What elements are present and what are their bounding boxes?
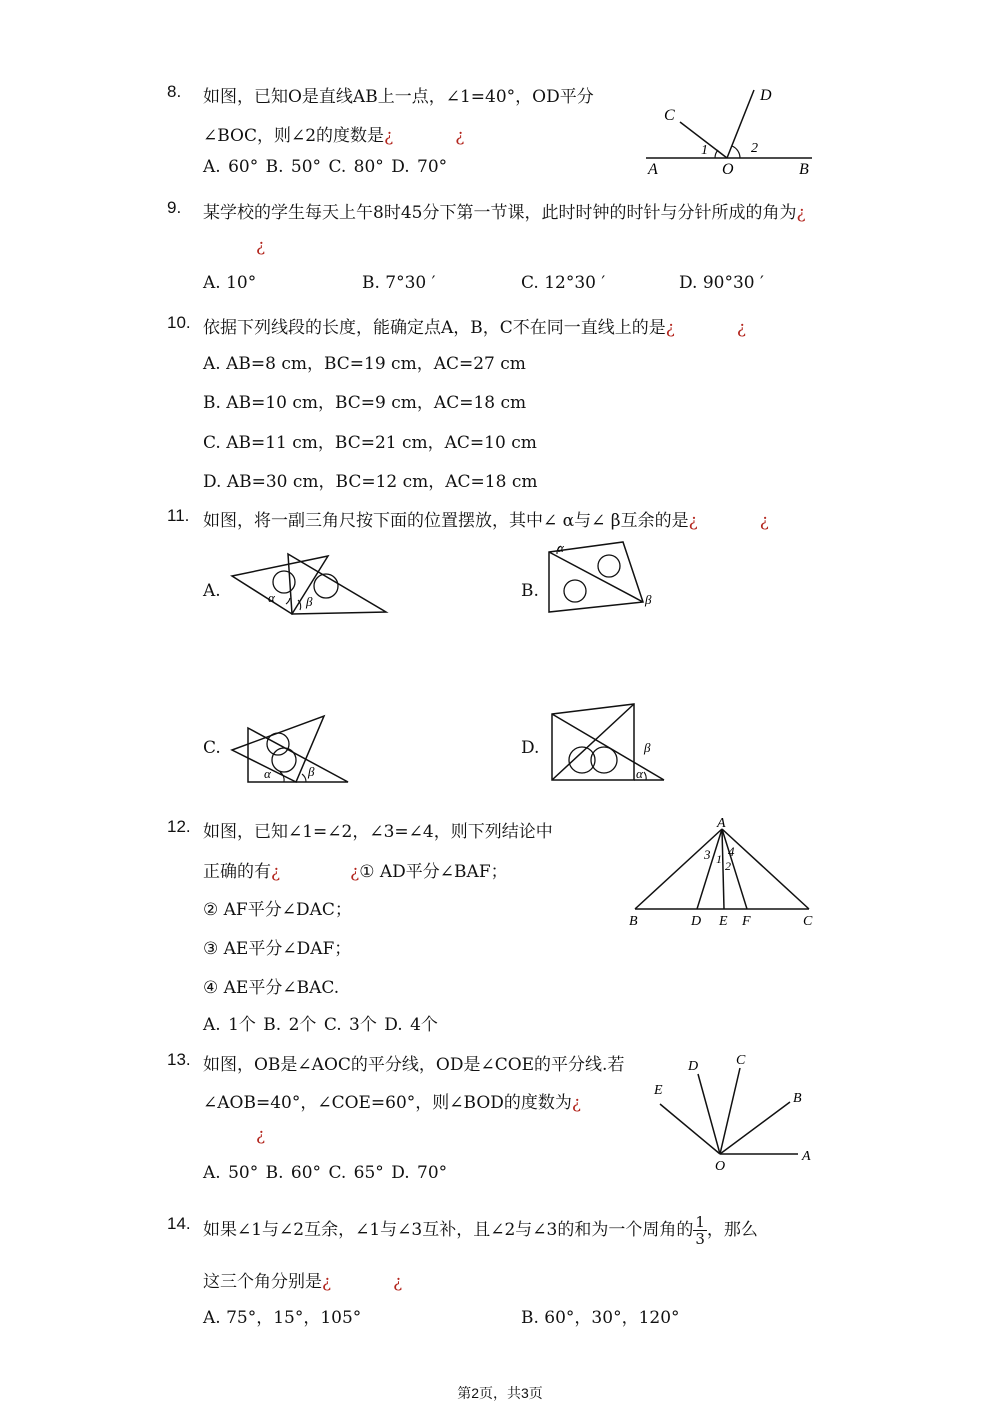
q9-option-d: D. 90°30 ′ (679, 273, 764, 293)
q11d-beta: β (644, 740, 651, 755)
q12-item-4: ④ AE平分∠BAC. (203, 978, 340, 998)
q13-ray-oe (660, 1104, 720, 1154)
q11b-alpha: α (557, 540, 564, 555)
q9-option-c: C. 12°30 ′ (521, 273, 606, 293)
q11c-circle-2 (272, 748, 296, 772)
page-footer: 第2页，共3页 (457, 1385, 543, 1401)
q8-label-2: 2 (751, 141, 758, 156)
q14-fraction-denominator: 3 (695, 1230, 705, 1248)
q13-label-a: A (802, 1149, 811, 1164)
q10-line1-text: 依据下列线段的长度，能确定点A，B，C不在同一直线上的是 (203, 318, 666, 338)
q10-option-a: A. AB=8 cm，BC=19 cm，AC=27 cm (203, 354, 526, 374)
q11-figure-a (228, 552, 393, 622)
q11b-circle-1 (598, 555, 620, 577)
q13-label-b: B (793, 1091, 802, 1106)
q14-text-line2 (203, 1267, 402, 1292)
q8-label-o: O (722, 161, 734, 178)
q14-line2-text: 这三个角分别是 (203, 1272, 322, 1292)
q11a-alpha: α (268, 590, 275, 605)
q9-option-a: A. 10° (203, 273, 257, 293)
q11a-triangle-2 (288, 554, 386, 614)
q14-line1-text: 如果∠1与∠2互余，∠1与∠3互补，且∠2与∠3的和为一个周角的 (203, 1220, 694, 1240)
q13-label-d: D (688, 1059, 699, 1074)
q9-text-line1 (203, 198, 806, 223)
q13-text-line1: 如图，OB是∠AOC的平分线，OD是∠COE的平分线.若 (203, 1055, 625, 1075)
q11b-beta: β (645, 592, 652, 607)
q13-blank-close: ¿ (256, 1125, 266, 1145)
q11-figure-c (228, 712, 358, 787)
q11c-triangle-2 (248, 728, 348, 782)
q8-label-1: 1 (701, 143, 708, 158)
q12-figure (625, 815, 820, 930)
q8-text-line2 (203, 121, 464, 146)
q11-figure-d (548, 700, 673, 785)
q12-blank-open: ¿ (271, 862, 281, 882)
q12-text-line1: 如图，已知∠1=∠2，∠3=∠4，则下列结论中 (203, 822, 553, 842)
q10-option-d: D. AB=30 cm，BC=12 cm，AC=18 cm (203, 472, 538, 492)
q9-option-b: B. 7°30 ′ (362, 273, 436, 293)
q11a-arc-alpha (286, 598, 290, 604)
q14-blank-open: ¿ (322, 1272, 332, 1292)
q11-label-b: B. (521, 581, 539, 601)
q13-ray-od (698, 1074, 720, 1154)
q8-ray-od (727, 90, 754, 158)
q8-label-d: D (760, 87, 772, 104)
q12-label-3: 3 (704, 847, 711, 862)
q10-option-c: C. AB=11 cm，BC=21 cm，AC=10 cm (203, 433, 537, 453)
q11c-alpha: α (264, 766, 271, 781)
q10-blank-open: ¿ (665, 318, 675, 338)
q12-label-4: 4 (728, 844, 735, 859)
q12-label-e: E (719, 914, 728, 929)
q12-label-a: A (717, 816, 726, 831)
q8-blank-close: ¿ (455, 126, 465, 146)
q12-number: 12. (167, 817, 191, 836)
q14-text-line1 (203, 1214, 758, 1247)
q11c-beta: β (308, 764, 315, 779)
q14-line1-tail: ，那么 (706, 1220, 758, 1240)
q13-number: 13. (167, 1050, 191, 1069)
q11a-circle-2 (314, 574, 338, 598)
q11-label-c: C. (203, 738, 221, 758)
q12-label-d: D (691, 914, 702, 929)
q9-number: 9. (167, 198, 182, 217)
q8-arc-2 (732, 146, 740, 158)
q13-line2-text: ∠AOB=40°，∠COE=60°，则∠BOD的度数为 (203, 1093, 572, 1113)
q13-options: A. 50° B. 60° C. 65° D. 70° (203, 1163, 448, 1183)
q14-fraction-numerator: 1 (695, 1213, 705, 1231)
q14-blank-close: ¿ (393, 1272, 403, 1292)
q11-blank-open: ¿ (688, 511, 698, 531)
q12-label-1: 1 (716, 852, 722, 866)
q13-text-line2 (203, 1088, 581, 1113)
q10-option-b: B. AB=10 cm，BC=9 cm，AC=18 cm (203, 393, 527, 413)
q9-blank-open: ¿ (796, 203, 806, 223)
q8-label-b: B (799, 161, 809, 178)
q10-blank-close: ¿ (736, 318, 747, 338)
q13-figure (650, 1048, 820, 1173)
q14-fraction (693, 1214, 707, 1247)
q8-blank-open: ¿ (384, 126, 394, 146)
q12-line2-lead: 正确的有 (203, 862, 271, 882)
q12-text-line2 (203, 857, 508, 882)
q11a-beta: β (306, 594, 313, 609)
q11-line1-text: 如图，将一副三角尺按下面的位置摆放，其中∠ α与∠ β互余的是 (203, 511, 689, 531)
q10-number: 10. (167, 313, 191, 332)
q12-line-ae (722, 829, 724, 909)
q11-label-d: D. (521, 738, 540, 758)
q13-label-e: E (654, 1083, 663, 1098)
q12-blank-close: ¿ (350, 862, 360, 882)
q9-line1-text: 某学校的学生每天上午8时45分下第一节课，此时时钟的时针与分针所成的角为 (203, 203, 797, 223)
q12-item-1: ① AD平分∠BAF； (359, 862, 508, 882)
q12-options: A. 1个 B. 2个 C. 3个 D. 4个 (203, 1015, 438, 1035)
q8-label-c: C (664, 107, 675, 124)
q8-number: 8. (167, 82, 182, 101)
q12-item-3: ③ AE平分∠DAF； (203, 939, 352, 959)
q12-label-b: B (629, 914, 638, 929)
q9-blank-close: ¿ (256, 236, 266, 256)
q14-number: 14. (167, 1214, 191, 1233)
q11a-circle-1 (273, 571, 295, 593)
q11-label-a: A. (203, 581, 221, 601)
q12-label-c: C (803, 914, 813, 929)
q11-figure-b (545, 538, 665, 618)
q8-arc-1 (715, 150, 718, 158)
q11-blank-close: ¿ (759, 511, 769, 531)
q13-label-o: O (715, 1159, 726, 1174)
q14-option-a: A. 75°，15°，105° (203, 1308, 362, 1328)
q11d-diagonal (552, 704, 634, 780)
q13-label-c: C (736, 1053, 746, 1068)
q8-label-a: A (648, 161, 658, 178)
q13-blank-open: ¿ (571, 1093, 582, 1113)
q8-figure (640, 80, 820, 180)
q12-item-2: ② AF平分∠DAC； (203, 900, 352, 920)
q11d-arc-alpha (644, 772, 646, 780)
q10-text-line1 (203, 313, 746, 338)
q11b-circle-2 (564, 580, 586, 602)
q8-line2-text: ∠BOC，则∠2的度数是 (203, 126, 385, 146)
q12-label-2: 2 (725, 859, 731, 873)
q11-text-line1 (203, 506, 769, 531)
q11d-alpha: α (636, 766, 643, 781)
q11-number: 11. (167, 506, 190, 525)
q14-option-b: B. 60°，30°，120° (521, 1308, 680, 1328)
q11c-arc-beta (302, 774, 306, 782)
q8-text-line1: 如图，已知O是直线AB上一点，∠1=40°，OD平分 (203, 87, 594, 107)
q8-options: A. 60° B. 50° C. 80° D. 70° (203, 157, 448, 177)
q12-label-f: F (742, 914, 751, 929)
